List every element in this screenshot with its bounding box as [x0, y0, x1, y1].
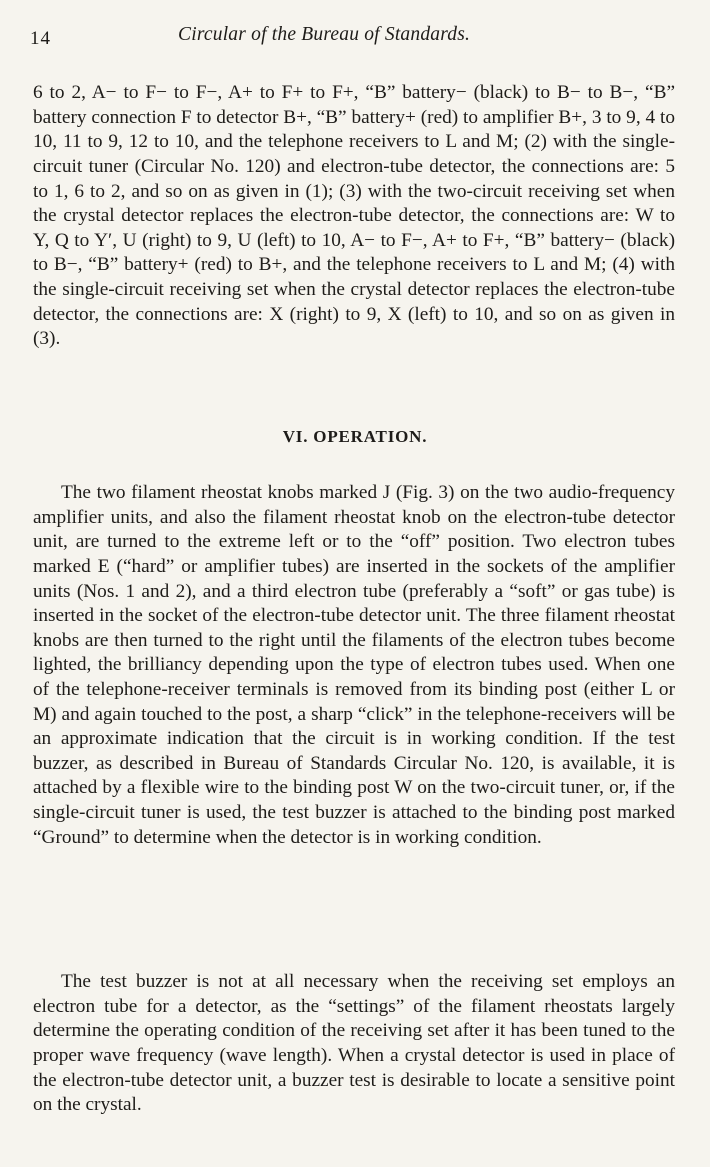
- operation-paragraph-2: The test buzzer is not at all necessary when the receiving set employs an electron tube for a detector, as the “settings” of the filament rheostats largely determine the operating condition of the receiving set after it has been tuned to the proper wave frequency (wave length). When a crystal detector is used in place of the electron-tube detector unit, a buzzer test is desirable to locate a sensitive point on the crystal.: [33, 971, 675, 1116]
- operation-paragraph-1: The two filament rheostat knobs marked J (Fig. 3) on the two audio-frequency amplifier units, and also the filament rheostat knob on the electron-tube detector unit, are turned to the extreme left or to the “off” position. Two electron tubes marked E (“hard” or amplifier tubes) are inserted in the sockets of the amplifier units (Nos. 1 and 2), and a third electron tube (preferably a “soft” or gas tube) is inserted in the socket of the electron-tube detector unit. The three filament rheostat knobs are then turned to the right until the filaments of the electron tubes become lighted, the brilliancy depending upon the type of electron tubes used. When one of the telephone-receiver terminals is removed from its binding post (either L or M) and again touched to the post, a sharp “click” in the telephone-receivers will be an approximate indication that the circuit is in working condition. If the test buzzer, as described in Bureau of Standards Circular No. 120, is available, it is attached by a flexible wire to the binding post W on the two-circuit tuner, or, if the single-circuit tuner is used, the test buzzer is attached to the binding post marked “Ground” to determine when the detector is in working condition.: [33, 482, 675, 848]
- continuation-paragraph: 6 to 2, A− to F− to F−, A+ to F+ to F+, “B” battery− (black) to B− to B−, “B” battery connection F to detector B+, “B” battery+ (red) to amplifier B+, 3 to 9, 4 to 10, 11 to 9, 12 to 10, and the telephone receivers to L and M; (2) with the single-circuit tuner (Circular No. 120) and electron-tube detector, the connections are: 5 to 1, 6 to 2, and so on as given in (1); (3) with the two-circuit receiving set when the crystal detector replaces the electron-tube detector, the connections are: W to Y, Q to Y′, U (right) to 9, U (left) to 10, A− to F−, A+ to F+, “B” battery− (black) to B−, “B” battery+ (red) to B+, and the telephone receivers to L and M; (4) with the single-circuit receiving set when the crystal detector replaces the electron-tube detector, the connections are: X (right) to 9, X (left) to 10, and so on as given in (3).: [33, 82, 675, 350]
- running-head: [30, 22, 678, 50]
- page-number: 14: [30, 28, 51, 49]
- section-heading: VI. OPERATION.: [282, 427, 428, 446]
- running-title: Circular of the Bureau of Standards.: [178, 24, 471, 45]
